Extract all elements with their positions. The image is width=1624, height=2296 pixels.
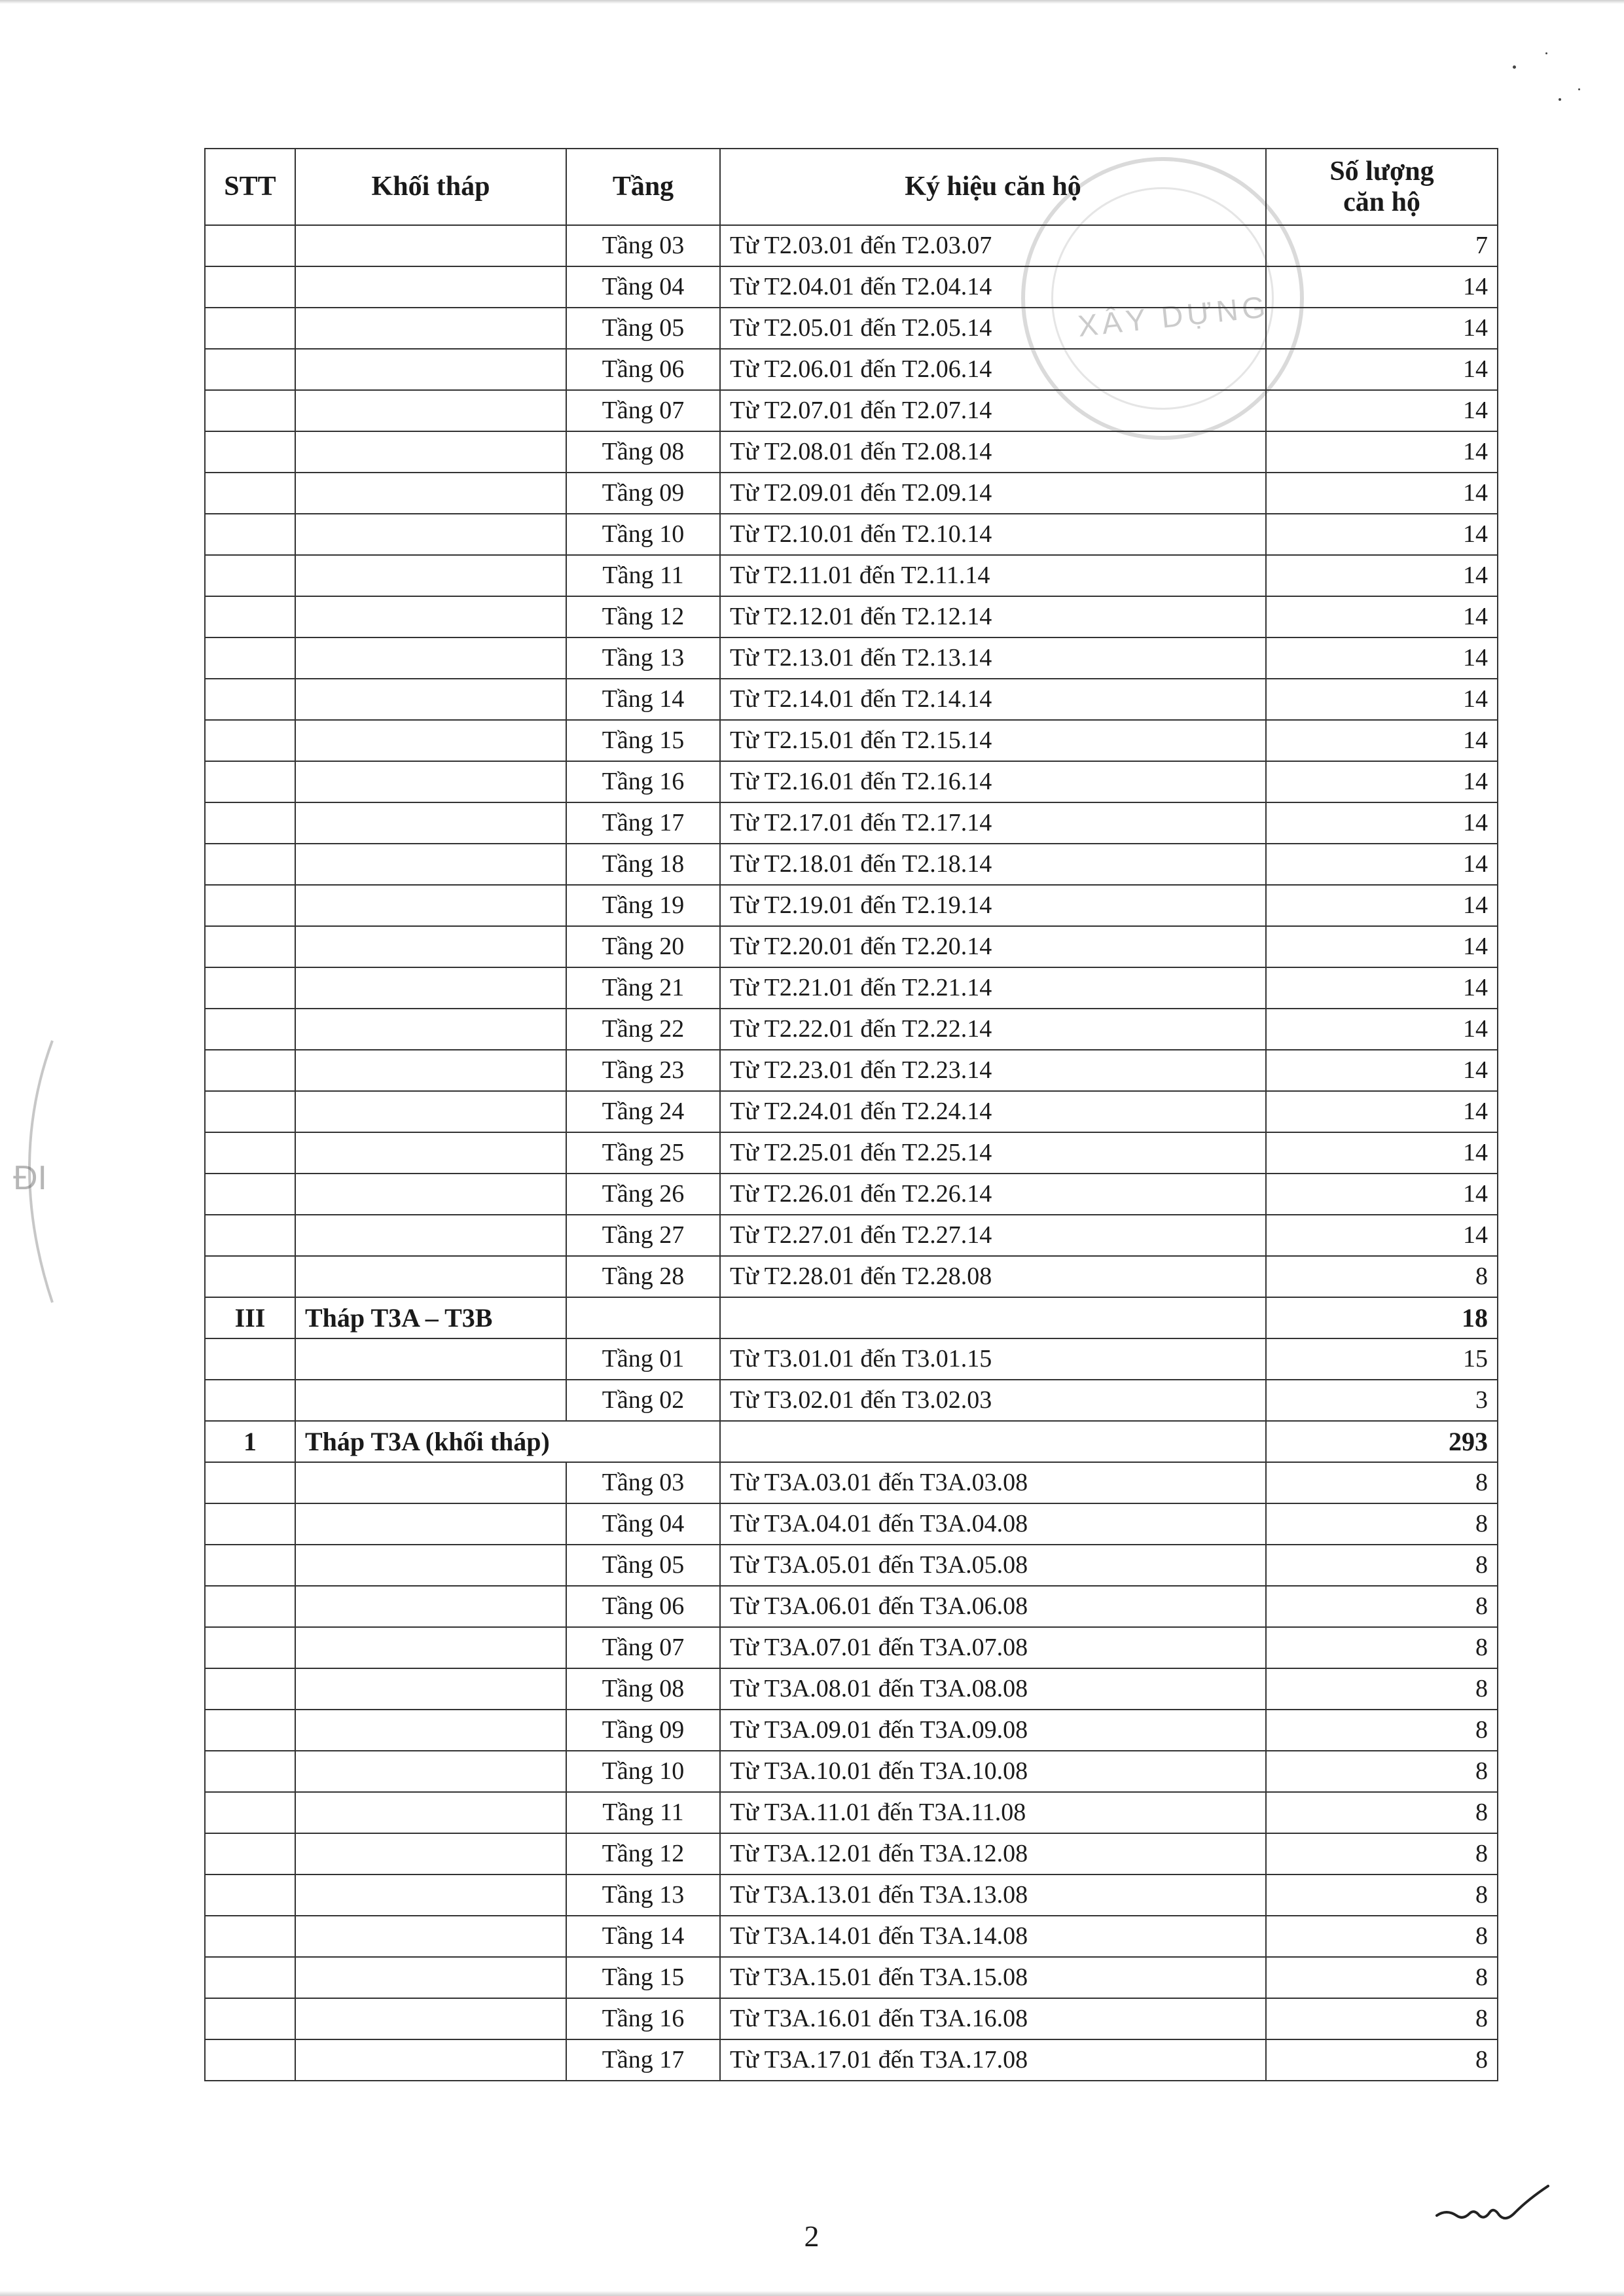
table-row [205,1668,1498,1710]
cell-quantity: 7 [1266,225,1498,266]
cell-quantity: 14 [1266,637,1498,679]
table-group-row [205,1421,1498,1462]
cell-block [295,1380,566,1421]
header-quantity-line1: Số lượng [1329,156,1434,187]
cell-block [295,1338,566,1380]
cell-floor: Tầng 03 [566,1462,720,1503]
cell-symbol: Từ T2.04.01 đến T2.04.14 [720,266,1266,308]
cell-symbol: Từ T3A.14.01 đến T3A.14.08 [720,1916,1266,1957]
cell-symbol: Từ T2.18.01 đến T2.18.14 [720,844,1266,885]
table-row [205,1503,1498,1545]
cell-quantity: 3 [1266,1380,1498,1421]
cell-symbol: Từ T3A.04.01 đến T3A.04.08 [720,1503,1266,1545]
cell-floor: Tầng 13 [566,637,720,679]
cell-symbol: Từ T2.16.01 đến T2.16.14 [720,761,1266,802]
cell-stt [205,1792,295,1833]
table-row [205,1586,1498,1627]
table-row [205,1132,1498,1174]
cell-symbol: Từ T2.15.01 đến T2.15.14 [720,720,1266,761]
cell-symbol: Từ T3A.07.01 đến T3A.07.08 [720,1627,1266,1668]
cell-quantity: 14 [1266,802,1498,844]
cell-floor: Tầng 14 [566,1916,720,1957]
cell-block [295,555,566,596]
cell-stt [205,761,295,802]
cell-stt [205,1132,295,1174]
cell-floor: Tầng 12 [566,596,720,637]
cell-stt [205,2039,295,2081]
table-row [205,308,1498,349]
cell-floor: Tầng 02 [566,1380,720,1421]
cell-block [295,679,566,720]
cell-symbol: Từ T3A.12.01 đến T3A.12.08 [720,1833,1266,1874]
cell-block [295,225,566,266]
header-floor: Tầng [566,149,720,225]
cell-symbol [720,1421,1266,1462]
cell-quantity: 8 [1266,1792,1498,1833]
table-row [205,390,1498,431]
cell-symbol: Từ T2.23.01 đến T2.23.14 [720,1050,1266,1091]
table-row [205,1998,1498,2039]
cell-quantity: 14 [1266,679,1498,720]
cell-symbol: Từ T3A.17.01 đến T3A.17.08 [720,2039,1266,2081]
scan-specks [1506,39,1585,118]
cell-stt [205,637,295,679]
cell-floor: Tầng 12 [566,1833,720,1874]
cell-stt [205,926,295,967]
table-row [205,761,1498,802]
table-row [205,1916,1498,1957]
table-row [205,1462,1498,1503]
cell-floor: Tầng 28 [566,1256,720,1297]
cell-symbol: Từ T2.11.01 đến T2.11.14 [720,555,1266,596]
cell-quantity: 14 [1266,431,1498,473]
cell-stt [205,1338,295,1380]
cell-symbol: Từ T3A.13.01 đến T3A.13.08 [720,1874,1266,1916]
cell-stt [205,431,295,473]
cell-block: Tháp T3A (khối tháp) [295,1421,566,1462]
cell-floor: Tầng 24 [566,1091,720,1132]
cell-stt [205,1627,295,1668]
table-row [205,1545,1498,1586]
cell-block [295,1874,566,1916]
cell-quantity: 8 [1266,1627,1498,1668]
table-row [205,431,1498,473]
cell-stt [205,1916,295,1957]
cell-block [295,1792,566,1833]
table-row [205,514,1498,555]
cell-symbol: Từ T3A.10.01 đến T3A.10.08 [720,1751,1266,1792]
cell-symbol: Từ T2.24.01 đến T2.24.14 [720,1091,1266,1132]
header-quantity-line2: căn hộ [1343,187,1420,217]
cell-quantity: 14 [1266,266,1498,308]
cell-quantity: 8 [1266,1256,1498,1297]
cell-quantity: 14 [1266,967,1498,1009]
cell-floor: Tầng 14 [566,679,720,720]
table-body [205,225,1498,2081]
table-row [205,844,1498,885]
table-row [205,1050,1498,1091]
cell-floor: Tầng 06 [566,1586,720,1627]
cell-block [295,1545,566,1586]
cell-floor: Tầng 07 [566,390,720,431]
cell-stt [205,225,295,266]
cell-quantity: 18 [1266,1297,1498,1338]
cell-block [295,1462,566,1503]
cell-block [295,1710,566,1751]
table-row [205,596,1498,637]
cell-symbol: Từ T3A.15.01 đến T3A.15.08 [720,1957,1266,1998]
cell-quantity: 14 [1266,555,1498,596]
cell-block [295,1586,566,1627]
cell-stt [205,1091,295,1132]
table-header [205,149,1498,225]
cell-quantity: 14 [1266,720,1498,761]
cell-quantity: 8 [1266,2039,1498,2081]
cell-floor: Tầng 01 [566,1338,720,1380]
cell-symbol: Từ T2.25.01 đến T2.25.14 [720,1132,1266,1174]
table-row [205,555,1498,596]
cell-symbol: Từ T3.01.01 đến T3.01.15 [720,1338,1266,1380]
table-row [205,1256,1498,1297]
cell-symbol: Từ T2.28.01 đến T2.28.08 [720,1256,1266,1297]
cell-floor: Tầng 04 [566,266,720,308]
cell-quantity: 8 [1266,1710,1498,1751]
cell-block [295,1833,566,1874]
cell-symbol: Từ T2.14.01 đến T2.14.14 [720,679,1266,720]
cell-block [295,1503,566,1545]
cell-quantity: 8 [1266,1751,1498,1792]
cell-stt [205,1174,295,1215]
cell-quantity: 14 [1266,885,1498,926]
cell-stt [205,1215,295,1256]
cell-floor: Tầng 03 [566,225,720,266]
cell-floor: Tầng 15 [566,1957,720,1998]
table-row [205,1627,1498,1668]
cell-symbol: Từ T2.20.01 đến T2.20.14 [720,926,1266,967]
table-row [205,473,1498,514]
cell-stt [205,1751,295,1792]
cell-symbol: Từ T2.09.01 đến T2.09.14 [720,473,1266,514]
cell-symbol: Từ T3A.05.01 đến T3A.05.08 [720,1545,1266,1586]
cell-floor [566,1297,720,1338]
cell-floor: Tầng 07 [566,1627,720,1668]
cell-symbol [720,1297,1266,1338]
table-group-row [205,1297,1498,1338]
cell-floor: Tầng 20 [566,926,720,967]
header-row [205,149,1498,225]
cell-floor: Tầng 19 [566,885,720,926]
cell-symbol: Từ T2.10.01 đến T2.10.14 [720,514,1266,555]
table-row [205,1215,1498,1256]
cell-stt [205,1009,295,1050]
cell-symbol: Từ T2.06.01 đến T2.06.14 [720,349,1266,390]
cell-quantity: 15 [1266,1338,1498,1380]
cell-stt [205,802,295,844]
cell-quantity: 14 [1266,1050,1498,1091]
initials-signature [1434,2179,1551,2232]
cell-quantity: 8 [1266,1668,1498,1710]
table-row [205,2039,1498,2081]
cell-stt [205,1545,295,1586]
table-row [205,926,1498,967]
cell-quantity: 8 [1266,1957,1498,1998]
cell-stt [205,1874,295,1916]
cell-floor: Tầng 16 [566,761,720,802]
cell-floor: Tầng 10 [566,1751,720,1792]
cell-floor: Tầng 23 [566,1050,720,1091]
cell-stt [205,1710,295,1751]
cell-symbol: Từ T3A.08.01 đến T3A.08.08 [720,1668,1266,1710]
cell-symbol: Từ T2.12.01 đến T2.12.14 [720,596,1266,637]
cell-block [295,473,566,514]
cell-symbol: Từ T3A.03.01 đến T3A.03.08 [720,1462,1266,1503]
cell-block [295,761,566,802]
cell-block [295,1627,566,1668]
cell-block [295,431,566,473]
cell-block [295,967,566,1009]
cell-block [295,596,566,637]
cell-block [295,720,566,761]
cell-floor: Tầng 17 [566,2039,720,2081]
header-stt: STT [205,149,295,225]
cell-floor: Tầng 27 [566,1215,720,1256]
cell-block [295,514,566,555]
cell-stt [205,1503,295,1545]
cell-floor: Tầng 11 [566,555,720,596]
cell-stt [205,596,295,637]
cell-symbol: Từ T2.22.01 đến T2.22.14 [720,1009,1266,1050]
cell-stt [205,967,295,1009]
cell-stt: 1 [205,1421,295,1462]
cell-stt [205,1256,295,1297]
cell-floor: Tầng 16 [566,1998,720,2039]
left-margin-stamp [7,1034,72,1309]
cell-stt [205,679,295,720]
cell-stt [205,844,295,885]
cell-quantity: 293 [1266,1421,1498,1462]
cell-quantity: 8 [1266,1545,1498,1586]
cell-symbol: Từ T2.08.01 đến T2.08.14 [720,431,1266,473]
cell-quantity: 8 [1266,1874,1498,1916]
cell-block [295,1957,566,1998]
apartment-units-table [204,148,1498,2081]
table-row [205,1710,1498,1751]
cell-quantity: 8 [1266,1586,1498,1627]
table-row [205,1380,1498,1421]
cell-floor: Tầng 05 [566,308,720,349]
cell-floor: Tầng 17 [566,802,720,844]
cell-block [295,1668,566,1710]
cell-quantity: 14 [1266,1009,1498,1050]
header-block: Khối tháp [295,149,566,225]
cell-floor: Tầng 06 [566,349,720,390]
cell-floor: Tầng 08 [566,431,720,473]
table-row [205,266,1498,308]
table-row [205,1957,1498,1998]
table-row [205,1091,1498,1132]
cell-quantity: 14 [1266,926,1498,967]
cell-block [295,1050,566,1091]
cell-stt [205,1957,295,1998]
cell-symbol: Từ T3A.16.01 đến T3A.16.08 [720,1998,1266,2039]
cell-symbol: Từ T2.03.01 đến T2.03.07 [720,225,1266,266]
cell-block [295,2039,566,2081]
table-row [205,720,1498,761]
cell-floor: Tầng 15 [566,720,720,761]
cell-symbol: Từ T2.26.01 đến T2.26.14 [720,1174,1266,1215]
cell-stt [205,1668,295,1710]
cell-stt: III [205,1297,295,1338]
cell-stt [205,720,295,761]
cell-block: Tháp T3A – T3B [295,1297,566,1338]
cell-block [295,349,566,390]
cell-block [295,637,566,679]
table-row [205,637,1498,679]
cell-stt [205,308,295,349]
cell-quantity: 14 [1266,761,1498,802]
cell-block [295,1132,566,1174]
cell-block [295,1091,566,1132]
cell-symbol: Từ T2.17.01 đến T2.17.14 [720,802,1266,844]
cell-floor: Tầng 25 [566,1132,720,1174]
cell-block [295,802,566,844]
cell-stt [205,885,295,926]
cell-block [295,1174,566,1215]
cell-stt [205,1462,295,1503]
table-row [205,1833,1498,1874]
page-number: 2 [804,2219,820,2253]
cell-floor: Tầng 05 [566,1545,720,1586]
table-row [205,885,1498,926]
table-row [205,225,1498,266]
cell-stt [205,349,295,390]
cell-quantity: 14 [1266,844,1498,885]
cell-floor: Tầng 10 [566,514,720,555]
table-row [205,349,1498,390]
cell-quantity: 14 [1266,596,1498,637]
cell-block [295,1256,566,1297]
cell-quantity: 8 [1266,1998,1498,2039]
table-row [205,1338,1498,1380]
cell-symbol: Từ T3A.09.01 đến T3A.09.08 [720,1710,1266,1751]
cell-stt [205,1586,295,1627]
page-bottom-edge [0,2291,1624,2296]
cell-stt [205,514,295,555]
cell-quantity: 14 [1266,473,1498,514]
cell-symbol: Từ T2.07.01 đến T2.07.14 [720,390,1266,431]
cell-quantity: 8 [1266,1462,1498,1503]
cell-quantity: 14 [1266,349,1498,390]
cell-floor: Tầng 04 [566,1503,720,1545]
cell-floor: Tầng 22 [566,1009,720,1050]
cell-block [295,266,566,308]
cell-floor: Tầng 18 [566,844,720,885]
cell-stt [205,390,295,431]
cell-floor: Tầng 09 [566,473,720,514]
cell-floor: Tầng 08 [566,1668,720,1710]
cell-floor [566,1421,720,1462]
cell-stt [205,1998,295,2039]
table-row [205,967,1498,1009]
page-top-edge [0,0,1624,4]
cell-quantity: 14 [1266,390,1498,431]
cell-symbol: Từ T2.05.01 đến T2.05.14 [720,308,1266,349]
cell-symbol: Từ T3A.06.01 đến T3A.06.08 [720,1586,1266,1627]
cell-symbol: Từ T2.13.01 đến T2.13.14 [720,637,1266,679]
header-symbol: Ký hiệu căn hộ [720,149,1266,225]
left-stamp-text: ĐI [13,1159,47,1197]
cell-quantity: 14 [1266,1132,1498,1174]
stamp-text: XÂY DỰNG [1076,289,1271,344]
cell-quantity: 14 [1266,1174,1498,1215]
cell-block [295,1215,566,1256]
cell-block [295,1009,566,1050]
cell-floor: Tầng 26 [566,1174,720,1215]
cell-symbol: Từ T2.21.01 đến T2.21.14 [720,967,1266,1009]
cell-block [295,1916,566,1957]
cell-floor: Tầng 09 [566,1710,720,1751]
cell-stt [205,1833,295,1874]
table-row [205,1009,1498,1050]
cell-stt [205,1380,295,1421]
table-row [205,1792,1498,1833]
cell-stt [205,1050,295,1091]
cell-block [295,1998,566,2039]
cell-block [295,844,566,885]
table-row [205,1174,1498,1215]
left-stamp-arc [7,1034,72,1309]
cell-block [295,1751,566,1792]
cell-quantity: 8 [1266,1833,1498,1874]
cell-quantity: 14 [1266,1091,1498,1132]
cell-stt [205,473,295,514]
cell-block [295,885,566,926]
cell-stt [205,555,295,596]
cell-floor: Tầng 11 [566,1792,720,1833]
cell-floor: Tầng 21 [566,967,720,1009]
cell-quantity: 8 [1266,1916,1498,1957]
cell-quantity: 14 [1266,308,1498,349]
table-row [205,1874,1498,1916]
cell-quantity: 14 [1266,1215,1498,1256]
cell-quantity: 14 [1266,514,1498,555]
table-row [205,802,1498,844]
cell-symbol: Từ T2.19.01 đến T2.19.14 [720,885,1266,926]
cell-block [295,390,566,431]
cell-quantity: 8 [1266,1503,1498,1545]
cell-block [295,308,566,349]
table-row [205,1751,1498,1792]
cell-block [295,926,566,967]
table-row [205,679,1498,720]
cell-symbol: Từ T3A.11.01 đến T3A.11.08 [720,1792,1266,1833]
cell-stt [205,266,295,308]
cell-symbol: Từ T2.27.01 đến T2.27.14 [720,1215,1266,1256]
cell-floor: Tầng 13 [566,1874,720,1916]
cell-symbol: Từ T3.02.01 đến T3.02.03 [720,1380,1266,1421]
header-quantity [1266,149,1498,225]
